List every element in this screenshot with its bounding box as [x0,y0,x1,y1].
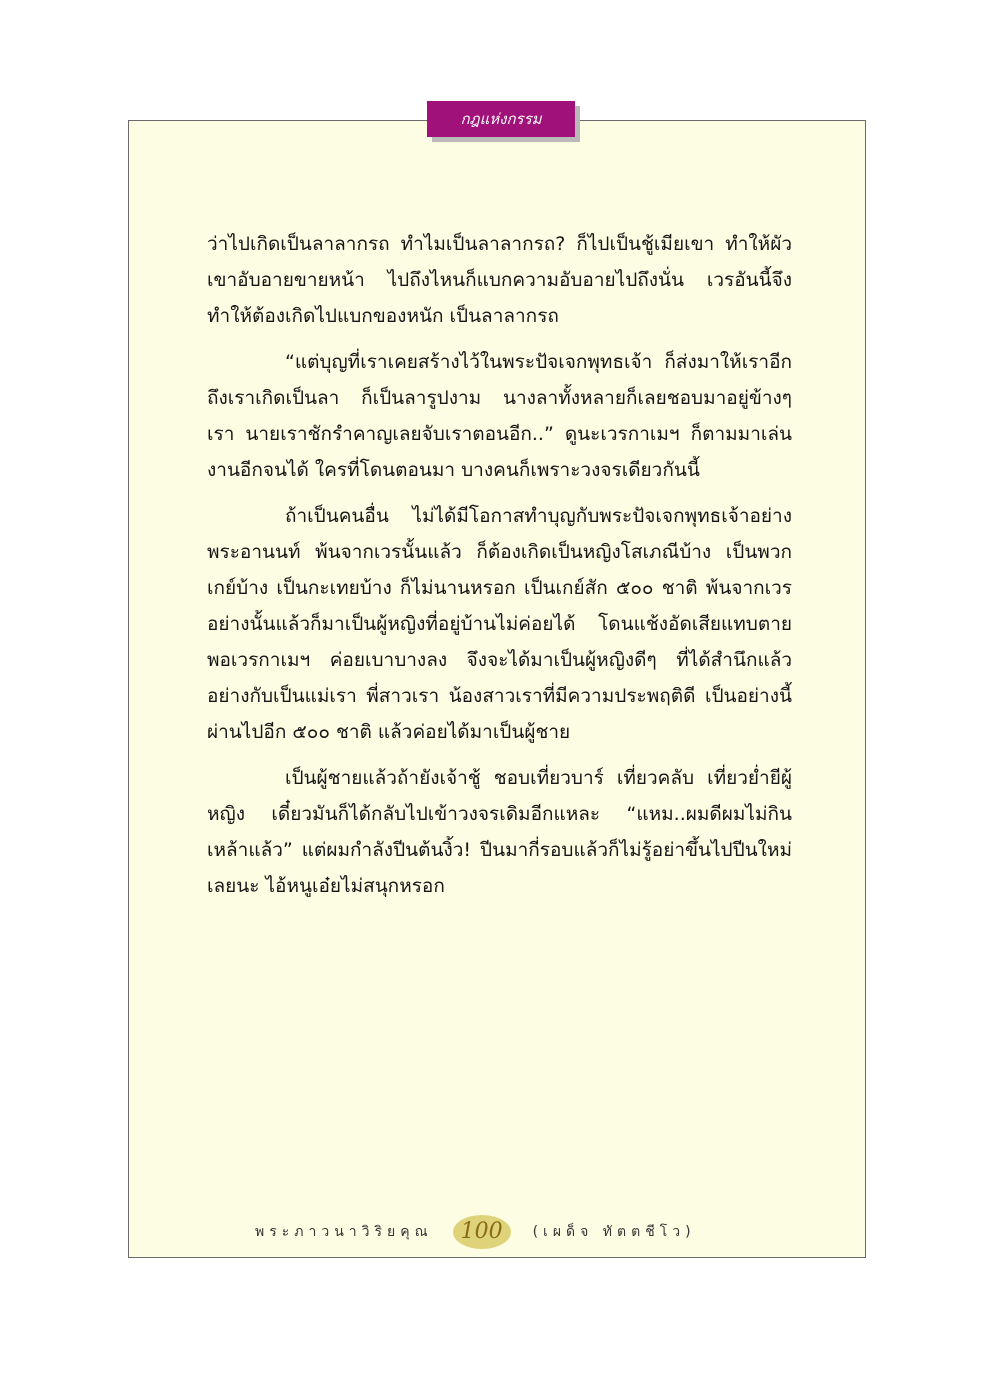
book-title: พระภาวนาวิริยคุณ [255,1224,433,1240]
chapter-title: กฎแห่งกรรม [427,101,575,137]
paragraph: “แต่บุญที่เราเคยสร้างไว้ในพระปัจเจกพุทธเจ้า ก็ส่งมาให้เราอีก ถึงเราเกิดเป็นลา ก็เป็นลารูปงาม นางลาทั้งหลายก็เลยชอบมาอยู่ข้างๆ เรา นายเราชักรำคาญเลยจับเราตอนอีก..” ดูนะเวรกาเมฯ ก็ตามมาเล่นงานอีกจนได้ ใครที่โดนตอนมา บางคนก็เพราะวงจรเดียวกันนี้ [207,351,792,481]
paragraph: ว่าไปเกิดเป็นลาลากรถ ทำไมเป็นลาลากรถ? ก็ไปเป็นชู้เมียเขา ทำให้ผัวเขาอับอายขายหน้า ไปถึงไหนก็แบกความอับอายไปถึงนั่น เวรอันนี้จึงทำให้ต้องเกิดไปแบกของหนัก เป็นลาลากรถ [207,233,792,327]
paragraph: ถ้าเป็นคนอื่น ไม่ได้มีโอกาสทำบุญกับพระปัจเจกพุทธเจ้าอย่างพระอานนท์ พ้นจากเวรนั้นแล้ว ก็ต้องเกิดเป็นหญิงโสเภณีบ้าง เป็นพวกเกย์บ้าง เป็นกะเทยบ้าง ก็ไม่นานหรอก เป็นเกย์สัก ๕๐๐ ชาติ พ้นจากเวรอย่างนั้นแล้วก็มาเป็นผู้หญิงที่อยู่บ้านไม่ค่อยได้ โดนแช้งอัดเสียแทบตาย พอเวรกาเมฯ ค่อยเบาบางลง จึงจะได้มาเป็นผู้หญิงดีๆ ที่ได้สำนึกแล้ว อย่างกับเป็นแม่เรา พี่สาวเรา น้องสาวเราที่มีความประพฤติดี เป็นอย่างนี้ผ่านไปอีก ๕๐๐ ชาติ แล้วค่อยได้มาเป็นผู้ชาย [207,505,792,743]
page-number: 100 [453,1215,511,1249]
paragraph: เป็นผู้ชายแล้วถ้ายังเจ้าชู้ ชอบเที่ยวบาร์ เที่ยวคลับ เที่ยวย่ำยีผู้หญิง เดี๋ยวมันก็ได้กลับไปเข้าวงจรเดิมอีกแหละ “แหม..ผมดีผมไม่กินเหล้าแล้ว” แต่ผมกำลังปีนต้นงิ้ว! ปีนมากี่รอบแล้วก็ไม่รู้อย่าขึ้นไปปีนใหม่เลยนะ ไอ้หนูเอ๋ยไม่สนุกหรอก [207,767,792,897]
body-text [207,226,792,904]
author-name: (เผด็จ ทัตตชีโว) [532,1224,696,1240]
page-footer [255,1212,696,1252]
